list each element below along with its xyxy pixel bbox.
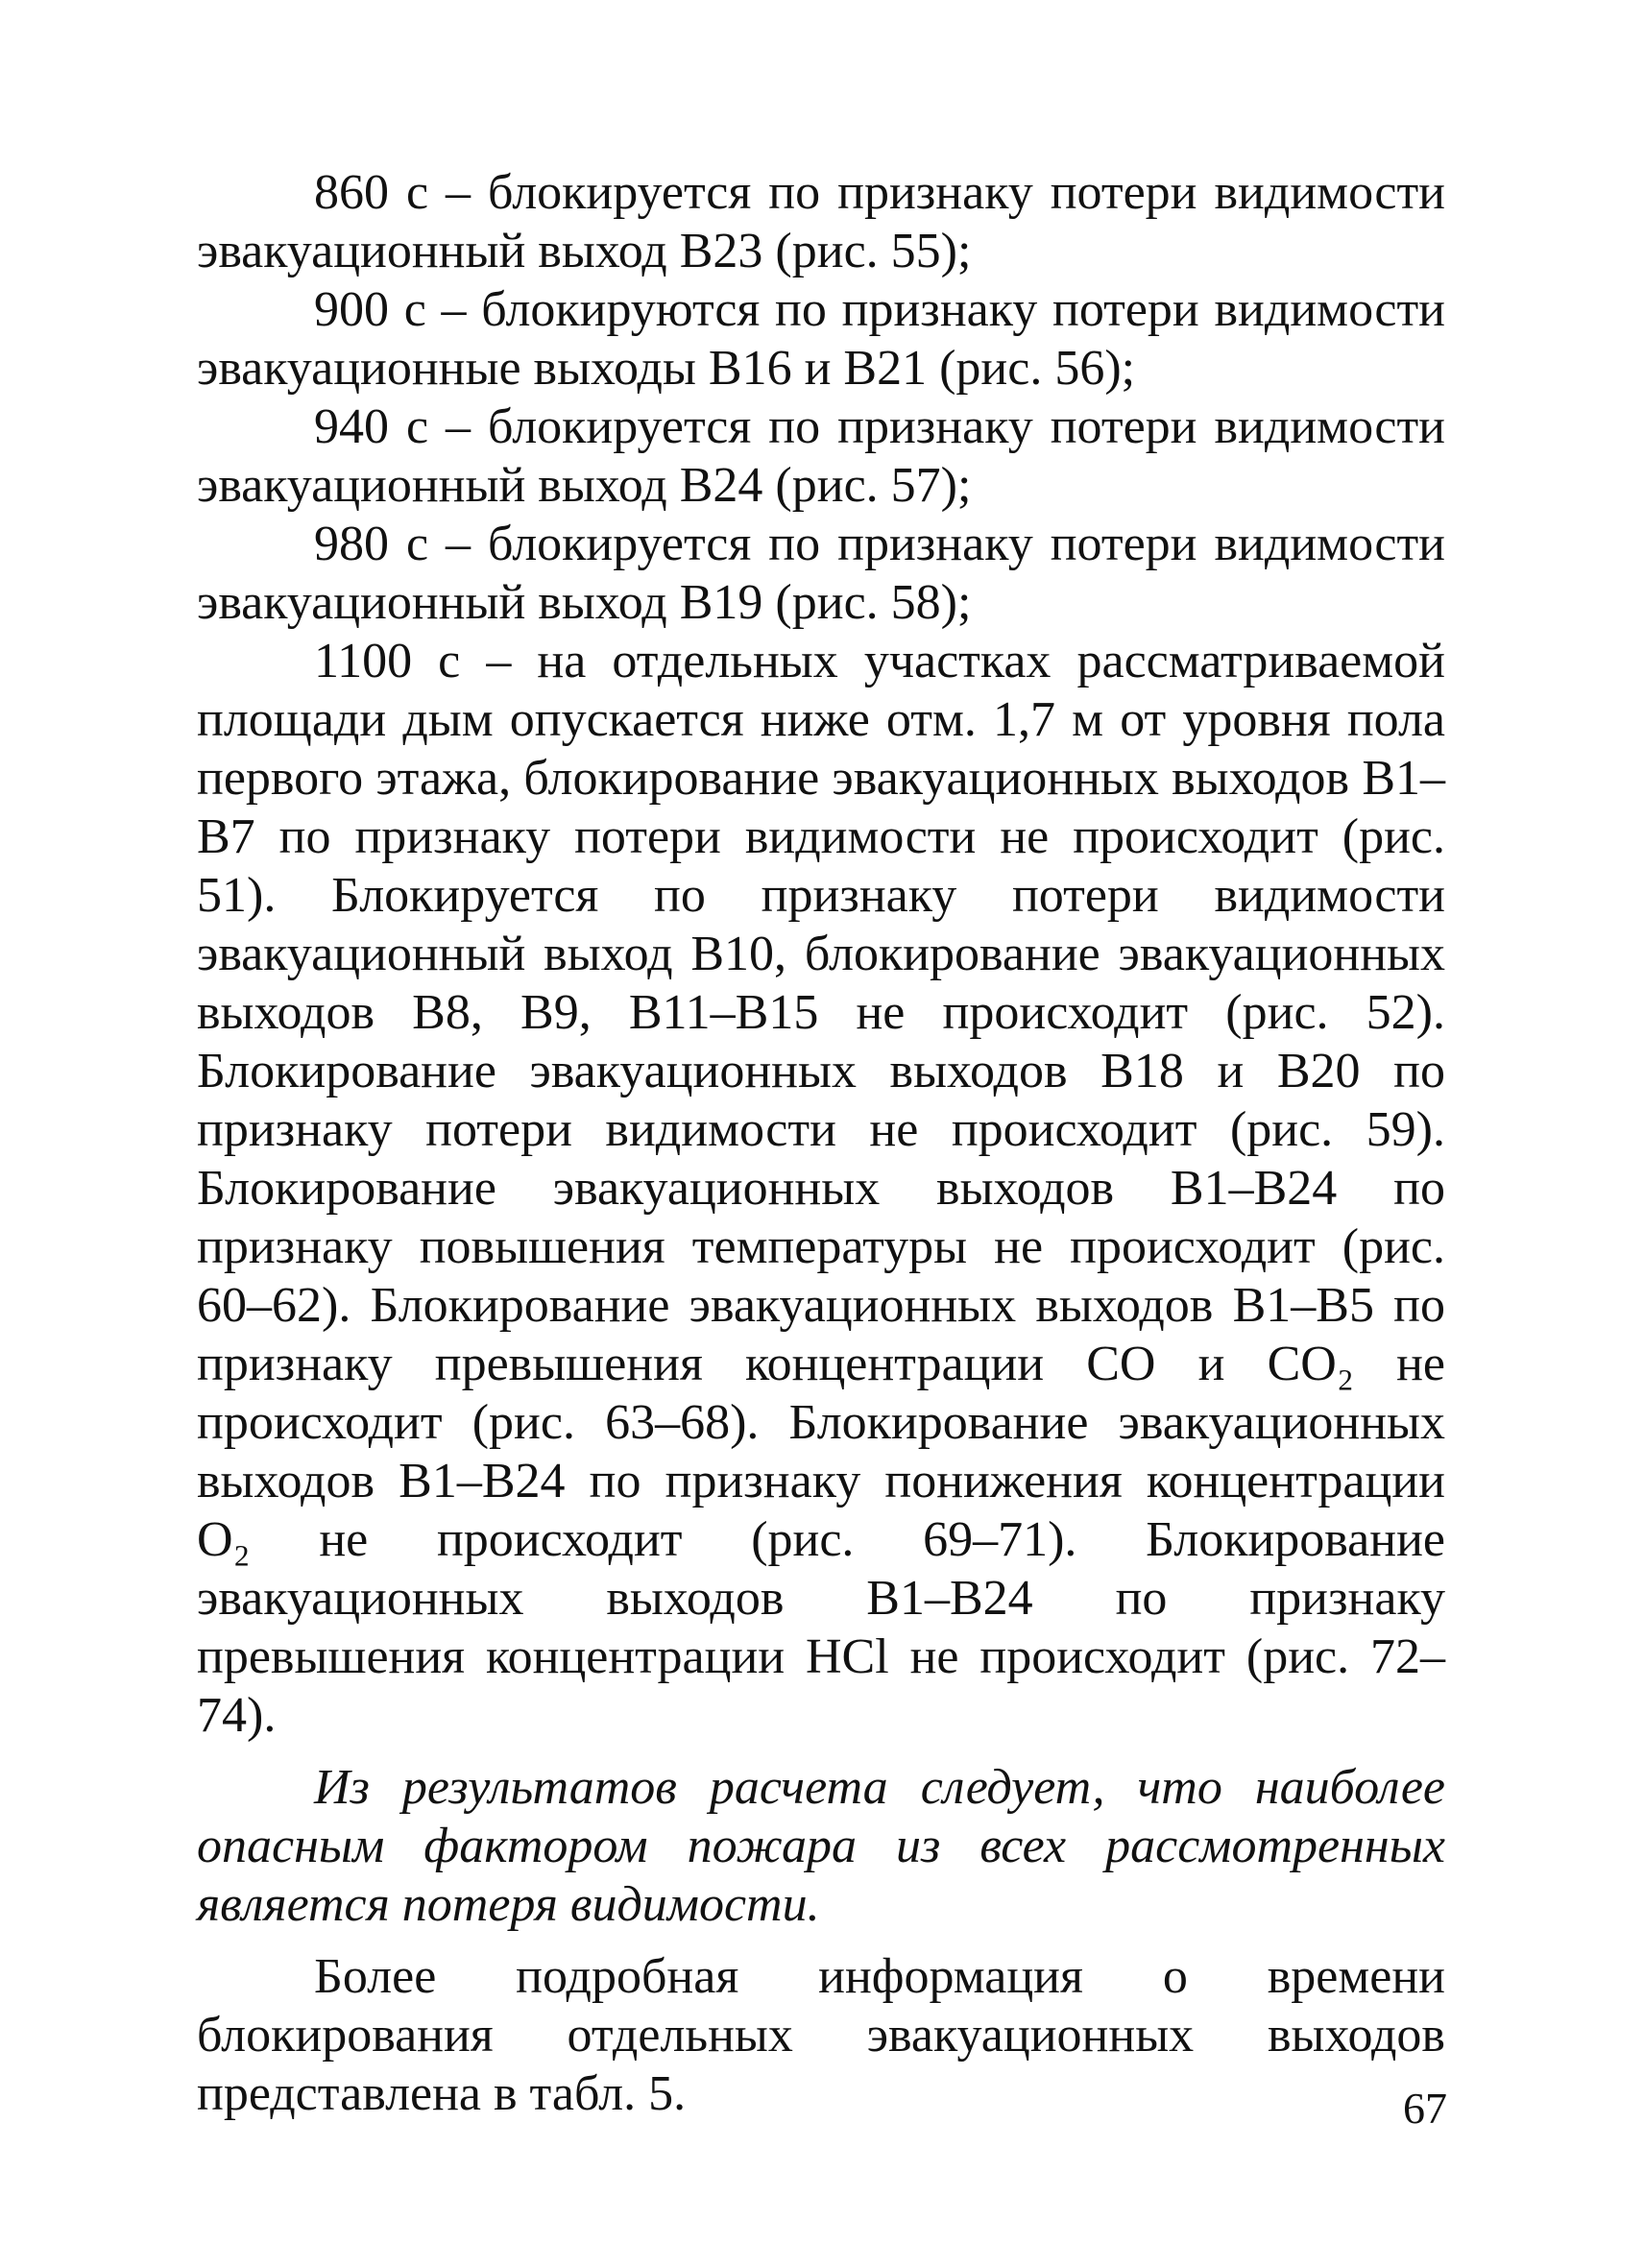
paragraph-1100s: 1100 с – на отдельных участках рассматриваемой площади дым опускается ниже отм. 1,7 м от уровня пола первого этажа, блокирование эвакуационных выходов В1–В7 по признаку потери видимости не происходит (рис. 51). Блокируется по признаку потери видимости эвакуационный выход В10, блокирование эвакуационных выходов В8, В9, В11–В15 не происходит (рис. 52). Блокирование эвакуационных выходов В18 и В20 по признаку потери видимости не происходит (рис. 59). Блокирование эвакуационных выходов В1–В24 по признаку повышения температуры не происходит (рис. 60–62). Блокирование эвакуационных выходов В1–В5 по признаку превышения концентрации СО и СО₂ не происходит (рис. 63–68). Блокирование эвакуационных выходов В1–В24 по признаку понижения концентрации О₂ не происходит (рис. 69–71). Блокирование эвакуационных выходов В1–В24 по признаку превышения концентрации HCl не происходит (рис. 72–74). (197, 634, 1445, 1743)
paragraph-940s: 940 с – блокируется по признаку потери видимости эвакуационный выход В24 (рис. 57); (197, 399, 1445, 513)
paragraph-860s: 860 с – блокируется по признаку потери видимости эвакуационный выход В23 (рис. 55); (197, 165, 1445, 278)
conclusion-paragraph: Из результатов расчета следует, что наиболее опасным фактором пожара из всех рассмотренных является потеря видимости. (197, 1760, 1445, 1932)
paragraph-900s: 900 с – блокируются по признаку потери видимости эвакуационные выходы В16 и В21 (рис. 56); (197, 282, 1445, 396)
body-text (197, 163, 1445, 2123)
paragraph-980s: 980 с – блокируется по признаку потери видимости эвакуационный выход В19 (рис. 58); (197, 517, 1445, 630)
page-number: 67 (1403, 2084, 1447, 2133)
closing-paragraph: Более подробная информация о времени блокирования отдельных эвакуационных выходов представлена в табл. 5. (197, 1949, 1445, 2121)
